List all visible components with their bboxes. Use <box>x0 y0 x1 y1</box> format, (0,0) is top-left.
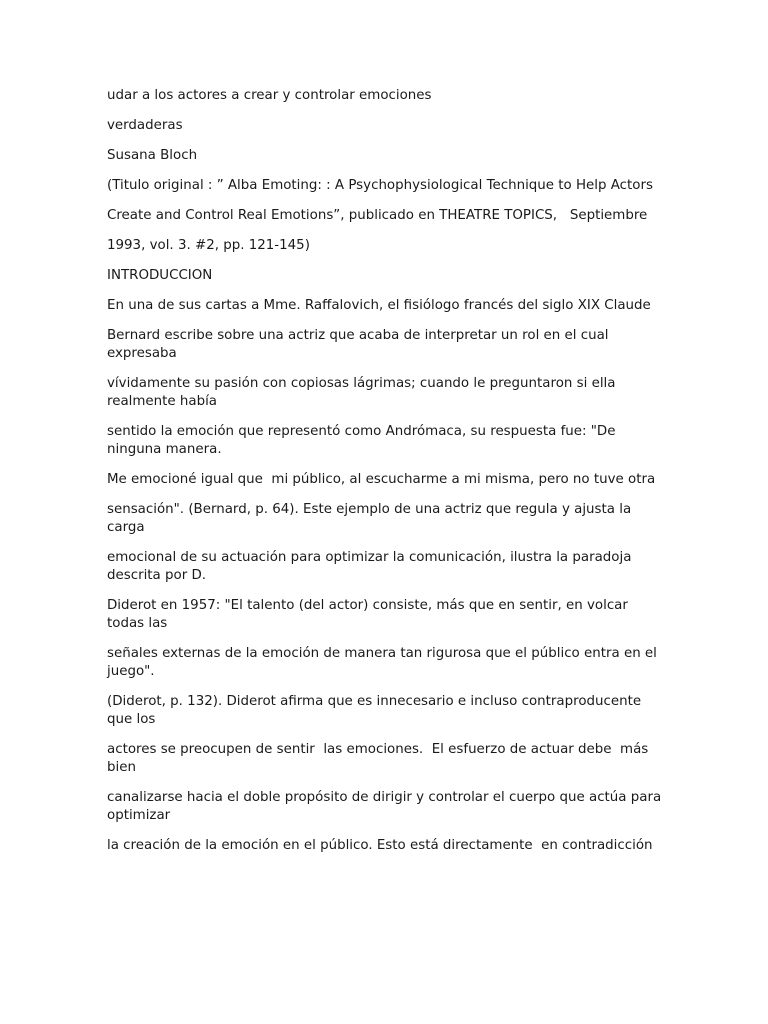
publication-volume: 1993, vol. 3. #2, pp. 121-145) <box>107 238 310 253</box>
body-paragraph: sentido la emoción que representó como Andrómaca, su respuesta fue: "De ninguna manera. <box>107 424 620 457</box>
original-title: (Titulo original : ” Alba Emoting: : A Psychophysiological Technique to Help Actors <box>107 178 653 193</box>
body-paragraph: (Diderot, p. 132). Diderot afirma que es innecesario e incluso contraproducente que los <box>107 694 646 727</box>
body-paragraph: emocional de su actuación para optimizar la comunicación, ilustra la paradoja descrita por D. <box>107 550 636 583</box>
body-paragraph: Bernard escribe sobre una actriz que acaba de interpretar un rol en el cual expresaba <box>107 328 613 361</box>
body-paragraph: actores se preocupen de sentir las emociones. El esfuerzo de actuar debe más bien <box>107 742 653 775</box>
publication-info: Create and Control Real Emotions”, publicado en THEATRE TOPICS, Septiembre <box>107 208 648 223</box>
body-paragraph: sensación". (Bernard, p. 64). Este ejemplo de una actriz que regula y ajusta la carga <box>107 502 636 535</box>
title-line-2: verdaderas <box>107 118 183 133</box>
body-paragraph: vívidamente su pasión con copiosas lágrimas; cuando le preguntaron si ella realmente había <box>107 376 620 409</box>
body-paragraph: la creación de la emoción en el público. Esto está directamente en contradicción <box>107 838 653 853</box>
section-heading: INTRODUCCION <box>107 268 213 283</box>
body-paragraph: Diderot en 1957: "El talento (del actor) consiste, más que en sentir, en volcar todas las <box>107 598 633 631</box>
author: Susana Bloch <box>107 148 198 163</box>
body-paragraph: señales externas de la emoción de manera tan rigurosa que el público entra en el juego". <box>107 646 662 679</box>
body-paragraph: En una de sus cartas a Mme. Raffalovich, el fisiólogo francés del siglo XIX Claude <box>107 298 651 313</box>
title-line-1: udar a los actores a crear y controlar emociones <box>107 88 432 103</box>
body-paragraph: Me emocioné igual que mi público, al escucharme a mi misma, pero no tuve otra <box>107 472 656 487</box>
body-paragraph: canalizarse hacia el doble propósito de dirigir y controlar el cuerpo que actúa para optimizar <box>107 790 666 823</box>
text-column <box>107 87 666 867</box>
